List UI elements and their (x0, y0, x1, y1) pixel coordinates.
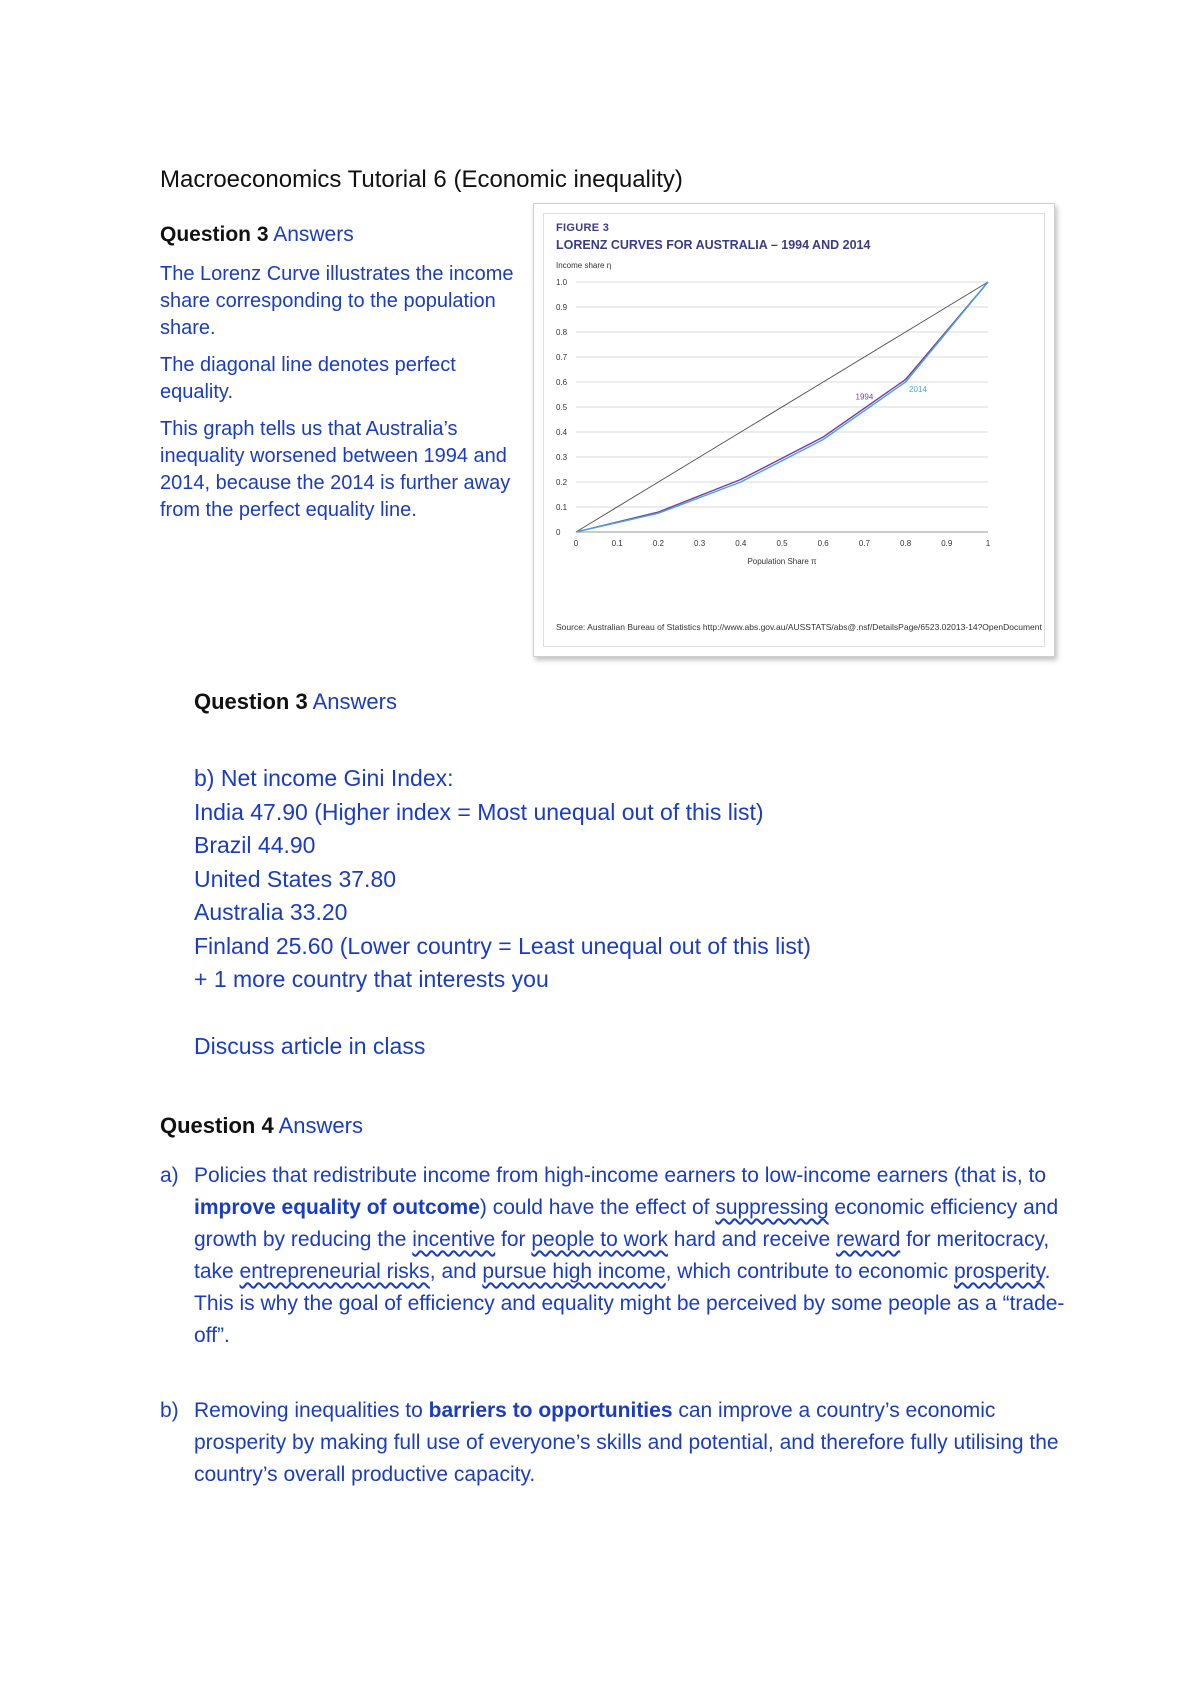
x-axis-label: Population Share π (747, 557, 817, 566)
discuss-article: Discuss article in class (194, 1032, 426, 1059)
x-tick-label: 0.9 (941, 539, 953, 548)
gini-line-finland: Finland 25.60 (Lower country = Least unequal out of this list) (194, 932, 811, 959)
q4-a-text-part: ) could have the effect of (479, 1196, 716, 1219)
y-tick-label: 0.6 (556, 378, 568, 387)
x-tick-label: 0.1 (611, 539, 623, 548)
q4-b-bold-barriers: barriers to opportunities (428, 1399, 673, 1422)
q4-a-text-part: , which contribute to economic (665, 1260, 954, 1283)
x-tick-label: 1 (985, 539, 991, 548)
q4-a-text-part: , and (429, 1260, 483, 1283)
x-tick-label: 0.7 (858, 539, 870, 548)
y-tick-label: 1.0 (556, 278, 568, 287)
q3-heading-1-bold: Question 3 (160, 223, 269, 246)
gini-line-australia: Australia 33.20 (194, 899, 348, 925)
y-tick-label: 0.5 (556, 403, 568, 412)
figure-label: FIGURE 3 (556, 222, 610, 234)
q3-heading-2-rest: Answers (307, 689, 397, 714)
q3-heading-1-rest: Answers (268, 223, 354, 246)
y-tick-label: 0.4 (556, 428, 568, 437)
q4-b-marker: b) (160, 1399, 179, 1422)
lorenz-paragraph-1: The Lorenz Curve illustrates the income share corresponding to the population share. (160, 263, 514, 339)
y-tick-label: 0.2 (556, 478, 568, 487)
q4-a-underline-reward: reward (836, 1228, 901, 1251)
y-tick-label: 0.8 (556, 328, 568, 337)
q4-a-underline-entrepreneurial: entrepreneurial risks (239, 1260, 430, 1283)
q3-heading-2 (194, 689, 397, 715)
q4-a-text-part: economic efficiency and growth by reducing the (194, 1196, 1059, 1251)
y-tick-label: 0.3 (556, 453, 568, 462)
q4-a-bold-outcome: improve equality of outcome (194, 1196, 480, 1219)
gini-line-more: + 1 more country that interests you (194, 966, 549, 992)
gini-line-brazil: Brazil 44.90 (194, 832, 316, 858)
legend-label-2014: 2014 (909, 385, 927, 394)
q4-heading-rest: Answers (273, 1113, 363, 1138)
x-tick-label: 0.4 (735, 539, 747, 548)
q4-heading (160, 1113, 363, 1139)
q4-a-marker: a) (160, 1164, 179, 1187)
x-tick-label: 0.8 (900, 539, 912, 548)
q4-b-text-part: can improve a country’s economic prosperity by making full use of everyone’s skills and potential, and therefore fully utilising the country’s overall productive capacity. (194, 1399, 1059, 1486)
q4-answer-a (160, 1160, 1065, 1385)
lorenz-chart (544, 250, 1044, 630)
q4-a-underline-incentive: incentive (412, 1228, 496, 1251)
q3-heading-2-bold: Question 3 (194, 689, 308, 714)
gini-line-heading: b) Net income Gini Index: (194, 765, 454, 791)
x-tick-label: 0.2 (652, 539, 664, 548)
q4-a-text-part: . This is why the goal of efficiency and equality might be perceived by some people as a “trade-off”. (194, 1260, 1065, 1347)
figure-frame (543, 213, 1045, 647)
lorenz-figure (533, 203, 1055, 657)
figure-source: Source: Australian Bureau of Statistics http://www.abs.gov.au/AUSSTATS/abs@.nsf/DetailsPage/6523.02013-14?OpenDocument (556, 622, 1042, 632)
q4-answer-b (160, 1395, 1060, 1495)
lorenz-paragraph-2: The diagonal line denotes perfect equality. (160, 354, 456, 403)
q4-a-text-part: Policies that redistribute income from high-income earners to low-income earners (that is, to (194, 1164, 1047, 1187)
gini-line-us: United States 37.80 (194, 865, 397, 892)
x-tick-label: 0 (573, 539, 579, 548)
y-tick-label: 0.9 (556, 303, 568, 312)
q4-a-underline-income: pursue high income (482, 1260, 666, 1283)
q4-a-text-part: for (495, 1228, 532, 1251)
q3-heading-1 (160, 223, 354, 247)
q4-a-underline-work: people to work (531, 1228, 668, 1251)
gini-line-india: India 47.90 (Higher index = Most unequal out of this list) (194, 798, 764, 825)
legend-label-1994: 1994 (855, 392, 874, 402)
y-tick-label: 0 (556, 528, 561, 537)
figure-title: LORENZ CURVES FOR AUSTRALIA – 1994 AND 2014 (556, 238, 871, 252)
lorenz-explanation (160, 261, 525, 534)
x-tick-label: 0.6 (817, 539, 829, 548)
page-title: Macroeconomics Tutorial 6 (Economic inequality) (160, 166, 683, 193)
y-axis-label: Income share η (556, 261, 612, 270)
y-tick-label: 0.7 (556, 353, 568, 362)
q4-a-text-part: hard and receive (667, 1228, 837, 1251)
gini-list (194, 762, 811, 1063)
q4-b-text-part: Removing inequalities to (194, 1399, 429, 1422)
x-tick-label: 0.5 (776, 539, 788, 548)
q4-a-underline-prosperity: prosperity (953, 1260, 1045, 1283)
lorenz-paragraph-3: This graph tells us that Australia’s inequality worsened between 1994 and 2014, because the 2014 is further away from the perfect equality line. (160, 418, 511, 521)
y-tick-label: 0.1 (556, 503, 568, 512)
q4-a-text-part: for meritocracy, take (194, 1228, 1050, 1283)
q4-b-text (194, 1395, 1074, 1491)
q4-a-text (194, 1160, 1074, 1352)
x-tick-label: 0.3 (694, 539, 706, 548)
q4-a-underline-suppressing: suppressing (715, 1196, 829, 1219)
q4-heading-bold: Question 4 (160, 1113, 274, 1138)
